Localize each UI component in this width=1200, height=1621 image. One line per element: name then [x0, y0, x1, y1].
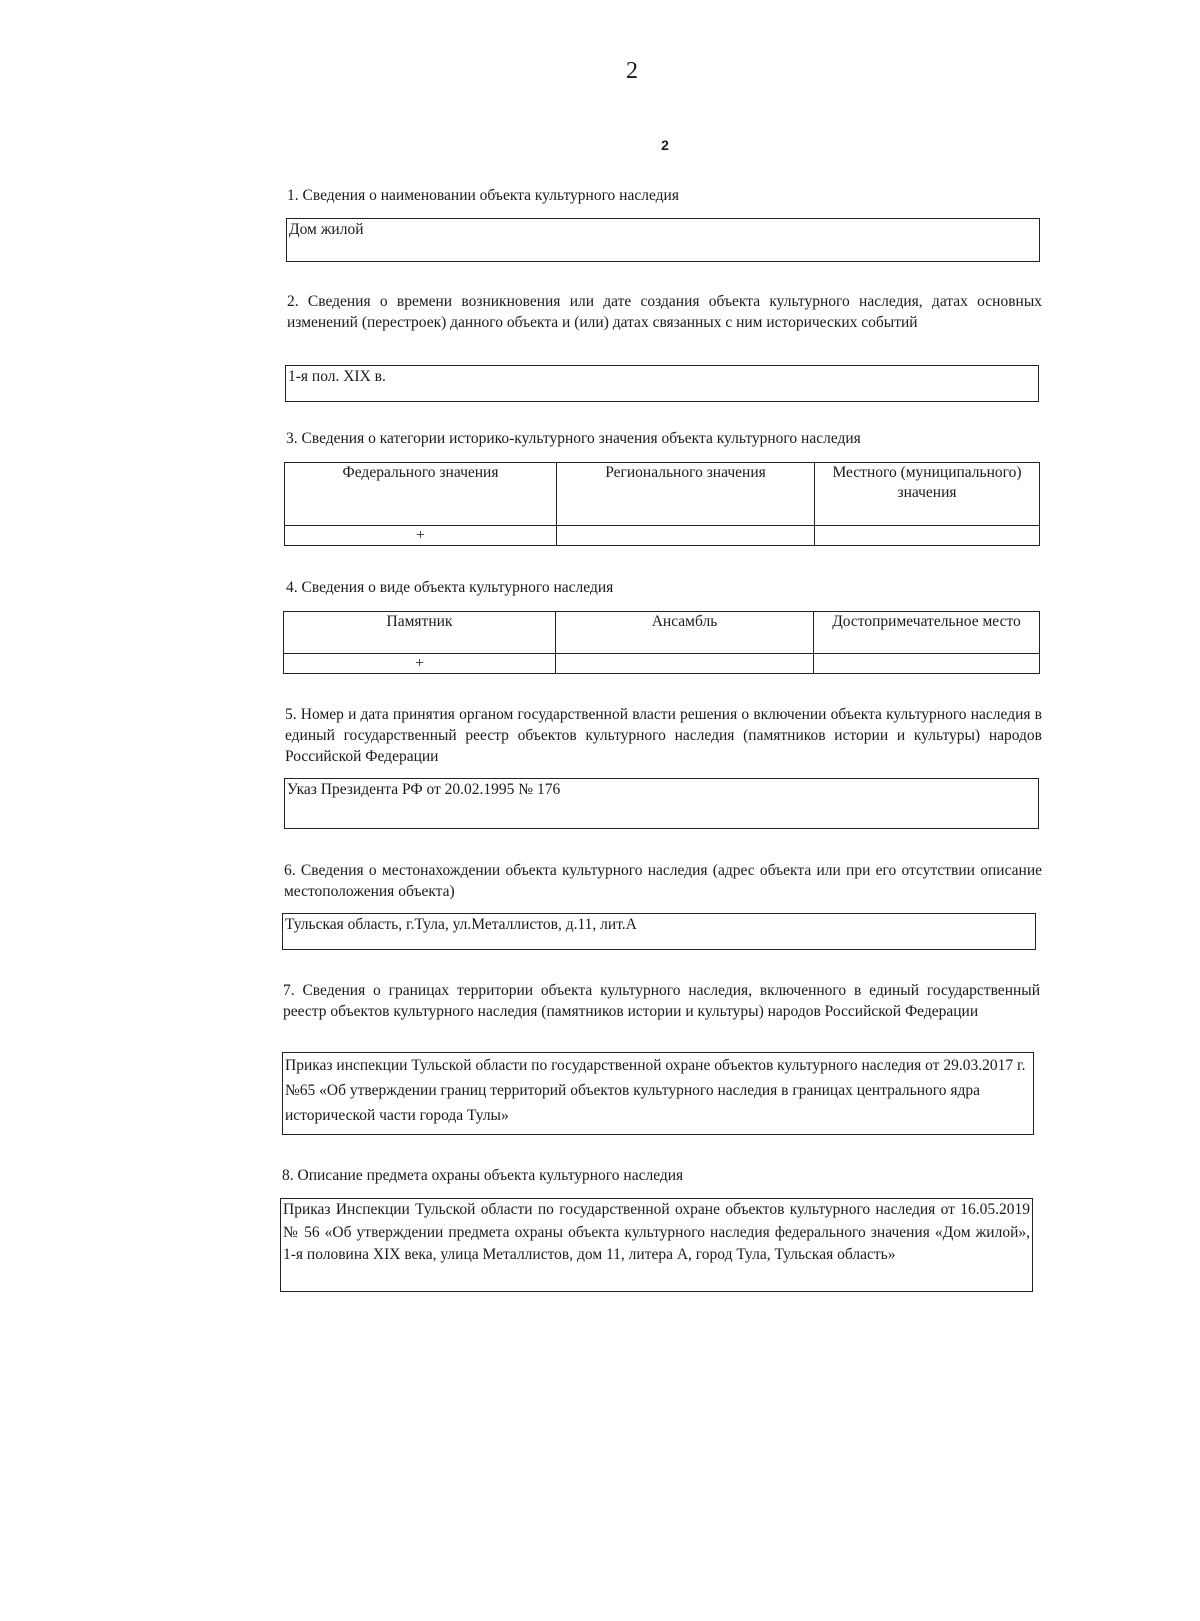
section-2-heading: 2. Сведения о времени возникновения или дате создания объекта культурного наследия, датах основных изменений (перестроек) данного объекта и (или) датах связанных с ним исторических событий: [287, 293, 1042, 331]
section-2-date-field: 1-я пол. XIX в.: [285, 365, 1039, 402]
mark-federal: +: [285, 526, 557, 546]
section-7-boundaries-field: Приказ инспекции Тульской области по государственной охране объектов культурного наследия от 29.03.2017 г. №65 «Об утверждении границ территорий объектов культурного наследия в границах центрального ядра исторической части города Тулы»: [282, 1052, 1034, 1135]
mark-regional: [557, 526, 815, 546]
section-4-heading: 4. Сведения о виде объекта культурного наследия: [286, 579, 614, 596]
section-8-heading: 8. Описание предмета охраны объекта культурного наследия: [282, 1167, 684, 1184]
mark-monument: +: [284, 654, 556, 674]
table-mark-row: [284, 654, 1040, 674]
section-5-heading: 5. Номер и дата принятия органом государственной власти решения о включении объекта культурного наследия в единый государственный реестр объектов культурного наследия (памятников истории и культуры) народов Российской Федерации: [285, 706, 1042, 765]
column-landmark: Достопримечательное место: [814, 612, 1040, 654]
column-regional: Регионального значения: [557, 463, 815, 526]
column-federal: Федерального значения: [285, 463, 557, 526]
column-monument: Памятник: [284, 612, 556, 654]
table-mark-row: [285, 526, 1040, 546]
section-1-name-field: Дом жилой: [286, 218, 1040, 262]
mark-ensemble: [556, 654, 814, 674]
section-1-heading: 1. Сведения о наименовании объекта культурного наследия: [287, 187, 679, 204]
column-ensemble: Ансамбль: [556, 612, 814, 654]
section-3-heading: 3. Сведения о категории историко-культурного значения объекта культурного наследия: [286, 430, 861, 447]
table-header-row: [284, 612, 1040, 654]
section-7-heading: 7. Сведения о границах территории объекта культурного наследия, включенного в единый государственный реестр объектов культурного наследия (памятников истории и культуры) народов Российской Федерации: [283, 982, 1040, 1020]
mark-local: [815, 526, 1040, 546]
section-6-heading: 6. Сведения о местонахождении объекта культурного наследия (адрес объекта или при его отсутствии описание местоположения объекта): [284, 862, 1042, 900]
column-local: Местного (муниципального) значения: [815, 463, 1040, 526]
section-3-category-table: [284, 462, 1040, 546]
mark-landmark: [814, 654, 1040, 674]
section-6-address-field: Тульская область, г.Тула, ул.Металлистов, д.11, лит.А: [282, 913, 1036, 950]
page-number: 2: [626, 58, 638, 84]
section-5-decree-field: Указ Президента РФ от 20.02.1995 № 176: [284, 778, 1039, 829]
inner-page-number: 2: [661, 137, 669, 153]
section-8-protection-field: Приказ Инспекции Тульской области по государственной охране объектов культурного наследия от 16.05.2019 № 56 «Об утверждении предмета охраны объекта культурного наследия федерального значения «Дом жилой», 1-я половина XIX века, улица Металлистов, дом 11, литера А, город Тула, Тульская область»: [280, 1198, 1033, 1292]
table-header-row: [285, 463, 1040, 526]
section-4-type-table: [283, 611, 1040, 674]
